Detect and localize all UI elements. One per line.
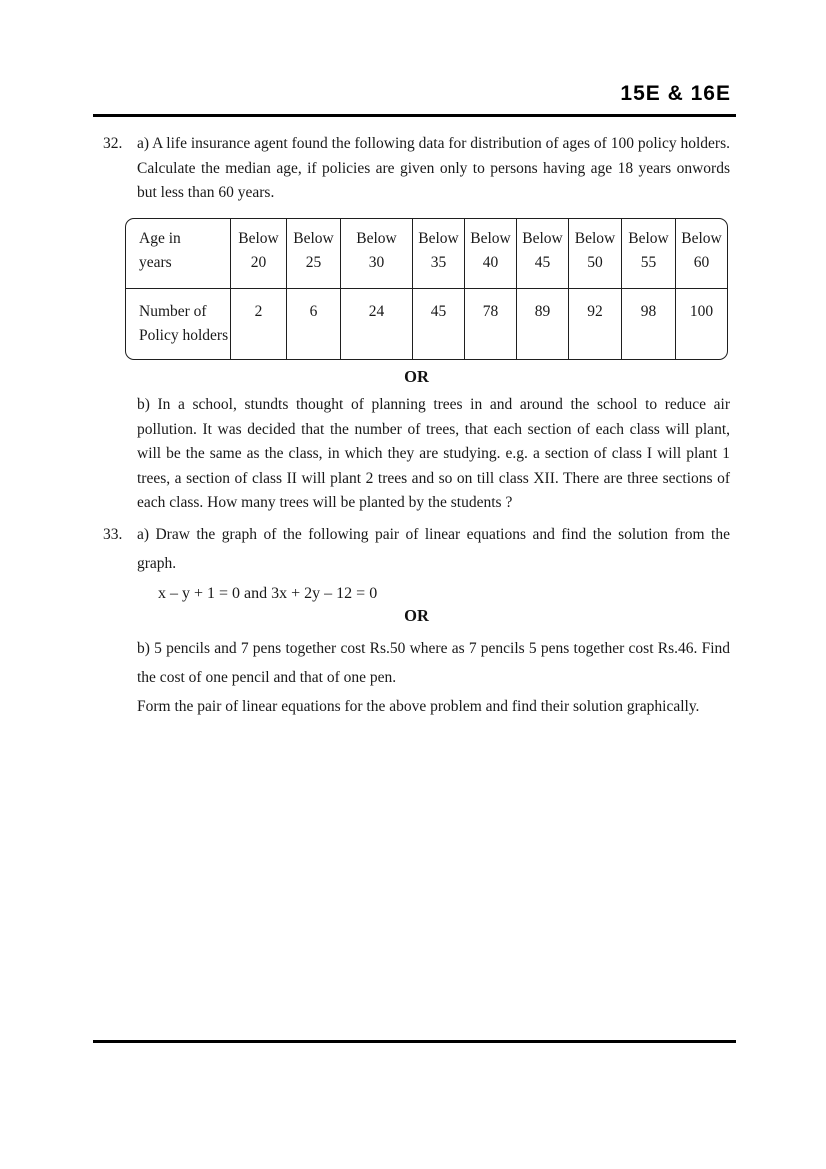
header-divider-rule xyxy=(93,114,736,117)
age-range-header-cell xyxy=(675,219,727,289)
below-label: Below xyxy=(470,230,511,247)
below-label: Below xyxy=(574,230,616,247)
age-range-header-cell xyxy=(286,219,340,289)
linear-equations-pair: x – y + 1 = 0 and 3x + 2y – 12 = 0 xyxy=(158,585,378,602)
age-limit: 50 xyxy=(587,253,603,271)
policy-count-value-cell: 98 xyxy=(621,289,675,359)
age-range-header-cell xyxy=(464,219,516,289)
below-label: Below xyxy=(681,230,722,247)
page-header-code: 15E & 16E xyxy=(620,82,731,105)
age-limit: 60 xyxy=(693,253,710,271)
age-limit: 40 xyxy=(482,253,499,271)
age-limit: 25 xyxy=(305,253,322,271)
age-limit: 35 xyxy=(430,253,447,271)
age-header-line2: years xyxy=(139,253,172,271)
policy-count-value-cell: 6 xyxy=(286,289,340,359)
question-32-number: 32. xyxy=(103,135,123,152)
policy-count-value-cell: 45 xyxy=(412,289,464,359)
age-distribution-table xyxy=(125,218,728,360)
age-limit: 45 xyxy=(534,253,551,271)
question-33-number: 33. xyxy=(103,526,123,543)
question-33b-text-part2: Form the pair of linear equations for the above problem and find their solution graphically. xyxy=(137,698,700,715)
policy-count-value-cell: 89 xyxy=(516,289,568,359)
age-range-header-cell xyxy=(516,219,568,289)
policy-count-value-cell: 78 xyxy=(464,289,516,359)
policy-holders-label-cell xyxy=(126,289,230,359)
below-label: Below xyxy=(418,230,459,247)
age-limit: 30 xyxy=(368,253,385,271)
below-label: Below xyxy=(628,230,669,247)
age-in-years-header-cell xyxy=(126,219,230,289)
question-32b-text: b) In a school, stundts thought of planning trees in and around the school to reduce air pollution. It was decided that the number of trees, that each section of each class will plant, will be the same as the class, in which they are studying. e.g. a section of class I will plant 1 trees, a section of class II will plant 2 trees and so on till class XII. There are three sections of each class. How many trees will be planted by the students ? xyxy=(137,396,730,512)
below-label: Below xyxy=(356,230,397,247)
age-limit: 55 xyxy=(640,253,657,271)
count-header-line1: Number of xyxy=(139,303,207,320)
age-range-header-cell xyxy=(621,219,675,289)
age-range-header-cell xyxy=(412,219,464,289)
question-32a-text: a) A life insurance agent found the following data for distribution of ages of 100 policy holders. Calculate the median age, if policies are given only to persons having age 18 years onwords but less than 60 years. xyxy=(137,135,730,202)
or-separator-q32: OR xyxy=(404,367,429,386)
question-33b-text-part1: b) 5 pencils and 7 pens together cost Rs.50 where as 7 pencils 5 pens together cost Rs.46. Find the cost of one pencil and that of one pen. xyxy=(137,640,730,686)
below-label: Below xyxy=(293,230,334,247)
or-separator-q33: OR xyxy=(404,606,429,625)
question-33a-text: a) Draw the graph of the following pair of linear equations and find the solution from the graph. xyxy=(137,526,730,572)
below-label: Below xyxy=(238,230,279,247)
age-range-header-cell xyxy=(340,219,412,289)
policy-count-value-cell: 92 xyxy=(568,289,621,359)
policy-count-value-cell: 24 xyxy=(340,289,412,359)
policy-count-value-cell: 100 xyxy=(675,289,727,359)
age-limit: 20 xyxy=(250,253,267,271)
age-range-header-cell xyxy=(568,219,621,289)
footer-divider-rule xyxy=(93,1040,736,1043)
count-header-line2: Policy holders xyxy=(139,326,229,344)
age-range-header-cell xyxy=(230,219,286,289)
policy-count-value-cell: 2 xyxy=(230,289,286,359)
age-header-line1: Age in xyxy=(139,230,181,247)
below-label: Below xyxy=(522,230,563,247)
